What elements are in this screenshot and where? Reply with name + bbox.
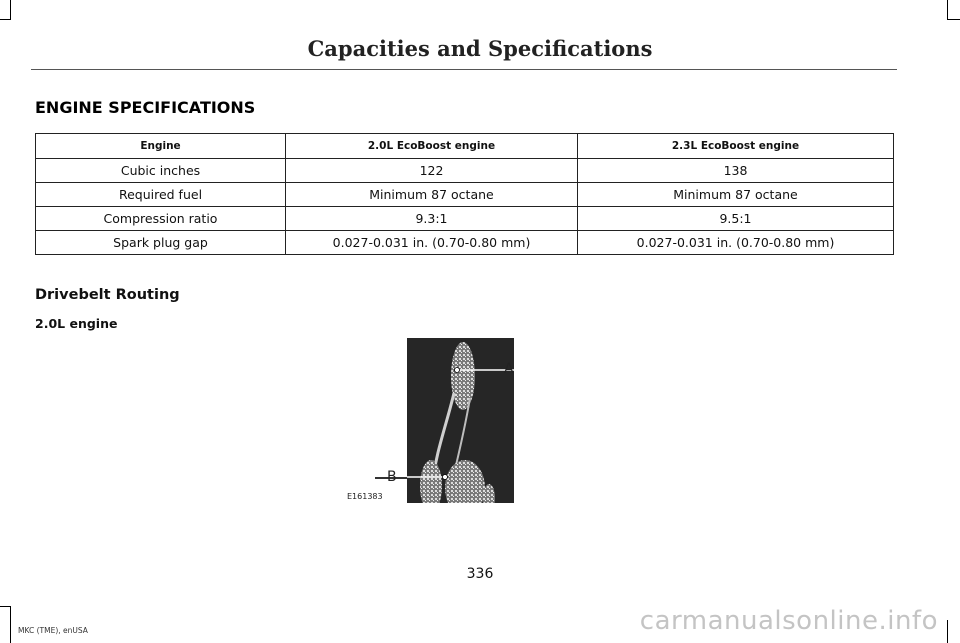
- table-header-row: [36, 134, 894, 159]
- table-cell: Compression ratio: [36, 207, 286, 231]
- table-cell: Cubic inches: [36, 159, 286, 183]
- lower-left-pulley: [420, 460, 442, 503]
- table-row: [36, 207, 894, 231]
- table-cell: 122: [286, 159, 578, 183]
- figure-code: E161383: [347, 492, 383, 501]
- document-id: MKC (TME), enUSA: [18, 626, 88, 635]
- table-cell: Spark plug gap: [36, 231, 286, 255]
- engine-variant-label: 2.0L engine: [35, 316, 118, 331]
- table-cell: Required fuel: [36, 183, 286, 207]
- column-header: 2.0L EcoBoost engine: [286, 134, 578, 159]
- page-number: 336: [466, 566, 494, 582]
- drivebelt-diagram-graphic: [407, 338, 514, 503]
- table-cell: Minimum 87 octane: [286, 183, 578, 207]
- lower-pulley: [445, 460, 485, 503]
- callout-dot-a: [455, 368, 460, 373]
- callout-label-b: B: [387, 469, 397, 485]
- table-cell: Minimum 87 octane: [578, 183, 894, 207]
- callout-dot-b: [443, 475, 448, 480]
- crop-mark-bottom-left-vertical: [10, 606, 11, 643]
- crop-mark-bottom-left-horizontal: [0, 606, 11, 607]
- page-header-title: Capacities and Specifications: [307, 36, 653, 61]
- table-cell: 9.3:1: [286, 207, 578, 231]
- section-title: ENGINE SPECIFICATIONS: [35, 98, 256, 117]
- crop-mark-top-right-vertical: [947, 0, 948, 20]
- table-cell: 138: [578, 159, 894, 183]
- drivebelt-routing-title: Drivebelt Routing: [35, 287, 180, 303]
- callout-label-a: A: [504, 361, 514, 377]
- table-cell: 0.027-0.031 in. (0.70-0.80 mm): [286, 231, 578, 255]
- drivebelt-routing-diagram: [407, 338, 514, 503]
- table-row: [36, 231, 894, 255]
- engine-specifications-table: [35, 133, 894, 255]
- table-cell: 0.027-0.031 in. (0.70-0.80 mm): [578, 231, 894, 255]
- upper-pulley: [451, 342, 475, 410]
- table-row: [36, 183, 894, 207]
- column-header: 2.3L EcoBoost engine: [578, 134, 894, 159]
- header-divider: [31, 69, 897, 70]
- crop-mark-top-left-vertical: [10, 0, 11, 20]
- table-row: [36, 159, 894, 183]
- column-header: Engine: [36, 134, 286, 159]
- crop-mark-top-right-horizontal: [947, 19, 960, 20]
- crop-mark-top-left-horizontal: [0, 19, 11, 20]
- table-cell: 9.5:1: [578, 207, 894, 231]
- watermark: carmanualsonline.info: [639, 606, 938, 636]
- crop-mark-bottom-right-vertical: [947, 620, 948, 643]
